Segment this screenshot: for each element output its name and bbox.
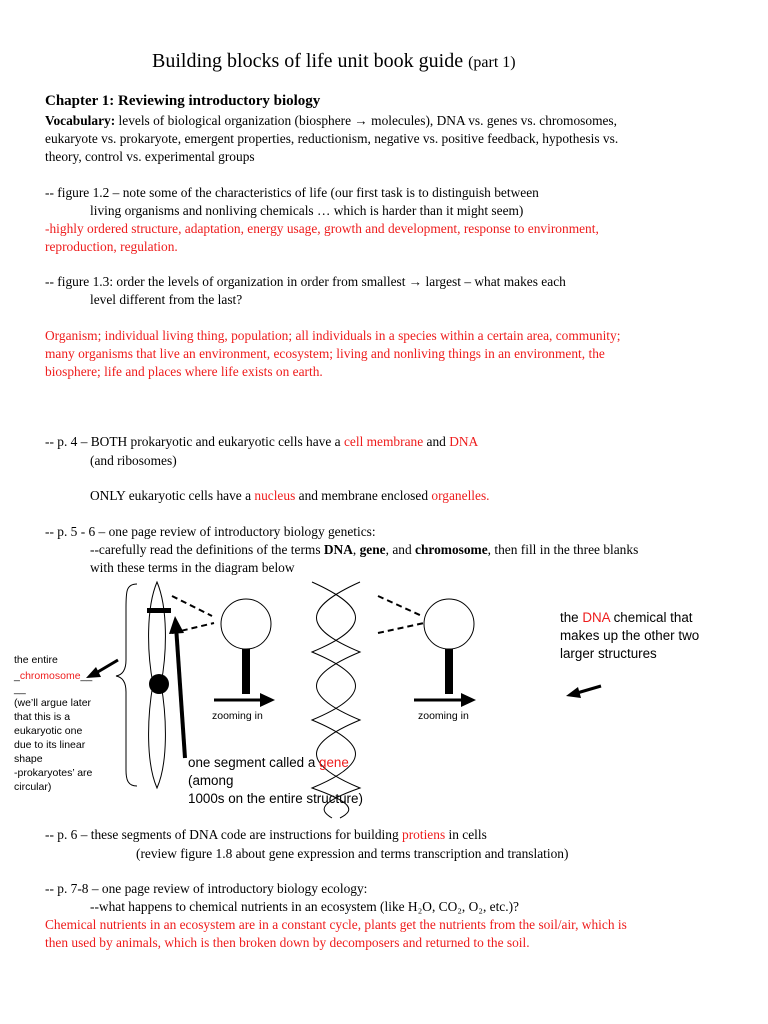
p4-text-3a: ONLY eukaryotic cells have a	[90, 488, 255, 503]
note-line-7: circular)	[14, 781, 52, 793]
note-line-4: due to its linear	[14, 739, 86, 751]
segment-label-line-1	[188, 754, 349, 772]
zoom-line-icon	[172, 596, 212, 616]
answer-organelles: organelles.	[431, 488, 490, 503]
answer-chromosome: chromosome	[19, 670, 81, 682]
dna-label-post: chemical that	[609, 610, 693, 625]
entire-label-line-2	[14, 670, 92, 683]
dna-label-line-3: larger structures	[560, 646, 657, 661]
p56-text-a: --carefully read the definitions of the terms	[90, 542, 324, 557]
p6-line-1	[45, 826, 487, 844]
zoom-line-icon	[378, 596, 422, 616]
p4-text-a: -- p. 4 – BOTH prokaryotic and eukaryotic cells have a	[45, 434, 344, 449]
fig12-question-2: living organisms and nonliving chemicals … which is harder than it might seem)	[90, 203, 524, 218]
note-line-3: eukaryotic one	[14, 725, 83, 737]
vocabulary-line-1	[45, 112, 617, 130]
answer-nucleus: nucleus	[254, 488, 296, 503]
p78-line-2: --what happens to chemical nutrients in an ecosystem (like H₂O, CO₂, O₂, etc.)?	[90, 899, 519, 914]
p6-line-2: (review figure 1.8 about gene expression and terms transcription and translation)	[136, 846, 569, 861]
fig12-answer-2: reproduction, regulation.	[45, 239, 178, 254]
fig13-answer-2: many organisms that live an environment, ecosystem; living and nonliving things in an environment, the	[45, 346, 605, 361]
title-main: Building blocks of life unit book guide	[152, 50, 464, 72]
p56-text-b: , and	[385, 542, 416, 557]
vocab-text-1b: molecules), DNA vs. genes vs. chromosomes,	[367, 113, 617, 128]
note-line-5: shape	[14, 753, 43, 765]
answer-gene: gene	[319, 755, 349, 770]
p56-line-2	[90, 541, 638, 559]
entire-label-line-1: the entire	[14, 654, 58, 666]
fig13-question-1	[45, 273, 566, 291]
answer-dna: DNA	[449, 434, 479, 449]
blank-suffix: __	[80, 670, 93, 682]
chromosome-icon	[147, 582, 171, 788]
dna-label-line-1	[560, 609, 693, 627]
segment-text: one segment called a	[188, 755, 320, 770]
segment-label-line-2: (among	[188, 773, 234, 788]
p78-line-1: -- p. 7-8 – one page review of introductory biology ecology:	[45, 881, 368, 896]
zoom-arrow-icon	[214, 693, 275, 707]
zoom-label-2: zooming in	[418, 710, 469, 722]
p78-answer-2: then used by animals, which is then broken down by decomposers and returned to the soil.	[45, 935, 530, 950]
answer-cell-membrane: cell membrane	[343, 434, 424, 449]
right-arrow-icon: →	[408, 274, 423, 289]
vocab-label: Vocabulary:	[45, 113, 116, 128]
fig12-answer-1: -highly ordered structure, adaptation, energy usage, growth and development, response to environment,	[45, 221, 599, 236]
p4-line-3	[90, 487, 490, 505]
note-line-2: that this is a	[14, 711, 71, 723]
answer-dna-chemical: DNA	[582, 610, 610, 625]
p56-comma: ,	[352, 542, 360, 557]
fig13-q1b: largest – what makes each	[422, 274, 566, 289]
gene-lollipop-icon	[221, 599, 271, 694]
note-line-6: -prokaryotes’ are	[14, 767, 93, 779]
vocab-text-1a: levels of biological organization (biosphere	[115, 113, 355, 128]
dna-label-line-2: makes up the other two	[560, 628, 700, 643]
dna-lollipop-icon	[424, 599, 474, 694]
p4-and: and	[423, 434, 450, 449]
dna-helix-icon	[312, 582, 360, 818]
p6-text-b: in cells	[445, 827, 487, 842]
term-gene: gene	[359, 542, 386, 557]
segment-label-line-3: 1000s on the entire structure)	[188, 791, 363, 806]
zoom-arrow-icon	[414, 693, 476, 707]
term-chromosome: chromosome	[415, 542, 488, 557]
p56-line-3: with these terms in the diagram below	[90, 560, 295, 575]
p56-text-c: , then fill in the three blanks	[487, 542, 639, 557]
p4-line-1	[45, 433, 478, 451]
vocabulary-line-2: eukaryote vs. prokaryote, emergent properties, reductionism, negative vs. positive feedback, hypothesis vs.	[45, 131, 619, 146]
title-part: (part 1)	[468, 54, 516, 71]
gene-pointer-arrow-icon	[169, 616, 185, 758]
p56-line-1: -- p. 5 - 6 – one page review of introductory biology genetics:	[45, 524, 376, 539]
vocabulary-line-3: theory, control vs. experimental groups	[45, 149, 255, 164]
entire-label-line-3: __	[14, 683, 26, 695]
note-line-1: (we’ll argue later	[14, 697, 92, 709]
page-title	[152, 50, 516, 73]
fig13-answer-1: Organism; individual living thing, population; all individuals in a species within a certain area, community;	[45, 328, 621, 343]
fig13-answer-3: biosphere; life and places where life exists on earth.	[45, 364, 323, 379]
p6-text-a: -- p. 6 – these segments of DNA code are instructions for building	[45, 827, 403, 842]
dna-label-pre: the	[560, 610, 583, 625]
p4-line-2: (and ribosomes)	[90, 453, 177, 468]
zoom-label-1: zooming in	[212, 710, 263, 722]
p78-answer-1: Chemical nutrients in an ecosystem are in a constant cycle, plants get the nutrients from the soil/air, which is	[45, 917, 627, 932]
right-arrow-icon: →	[354, 113, 368, 128]
fig13-question-2: level different from the last?	[90, 292, 243, 307]
p4-text-3b: and membrane enclosed	[295, 488, 432, 503]
fig12-question-1: -- figure 1.2 – note some of the characteristics of life (our first task is to distinguish between	[45, 185, 539, 200]
chapter-heading: Chapter 1: Reviewing introductory biology	[45, 93, 321, 109]
dna-pointer-arrow-icon	[566, 686, 601, 698]
answer-proteins: protiens	[402, 827, 446, 842]
zoom-line-icon	[378, 623, 424, 633]
fig13-q1a: -- figure 1.3: order the levels of organization in order from smallest	[45, 274, 409, 289]
brace-icon	[116, 584, 137, 786]
blank-prefix: _	[14, 670, 20, 682]
term-dna: DNA	[323, 542, 353, 557]
